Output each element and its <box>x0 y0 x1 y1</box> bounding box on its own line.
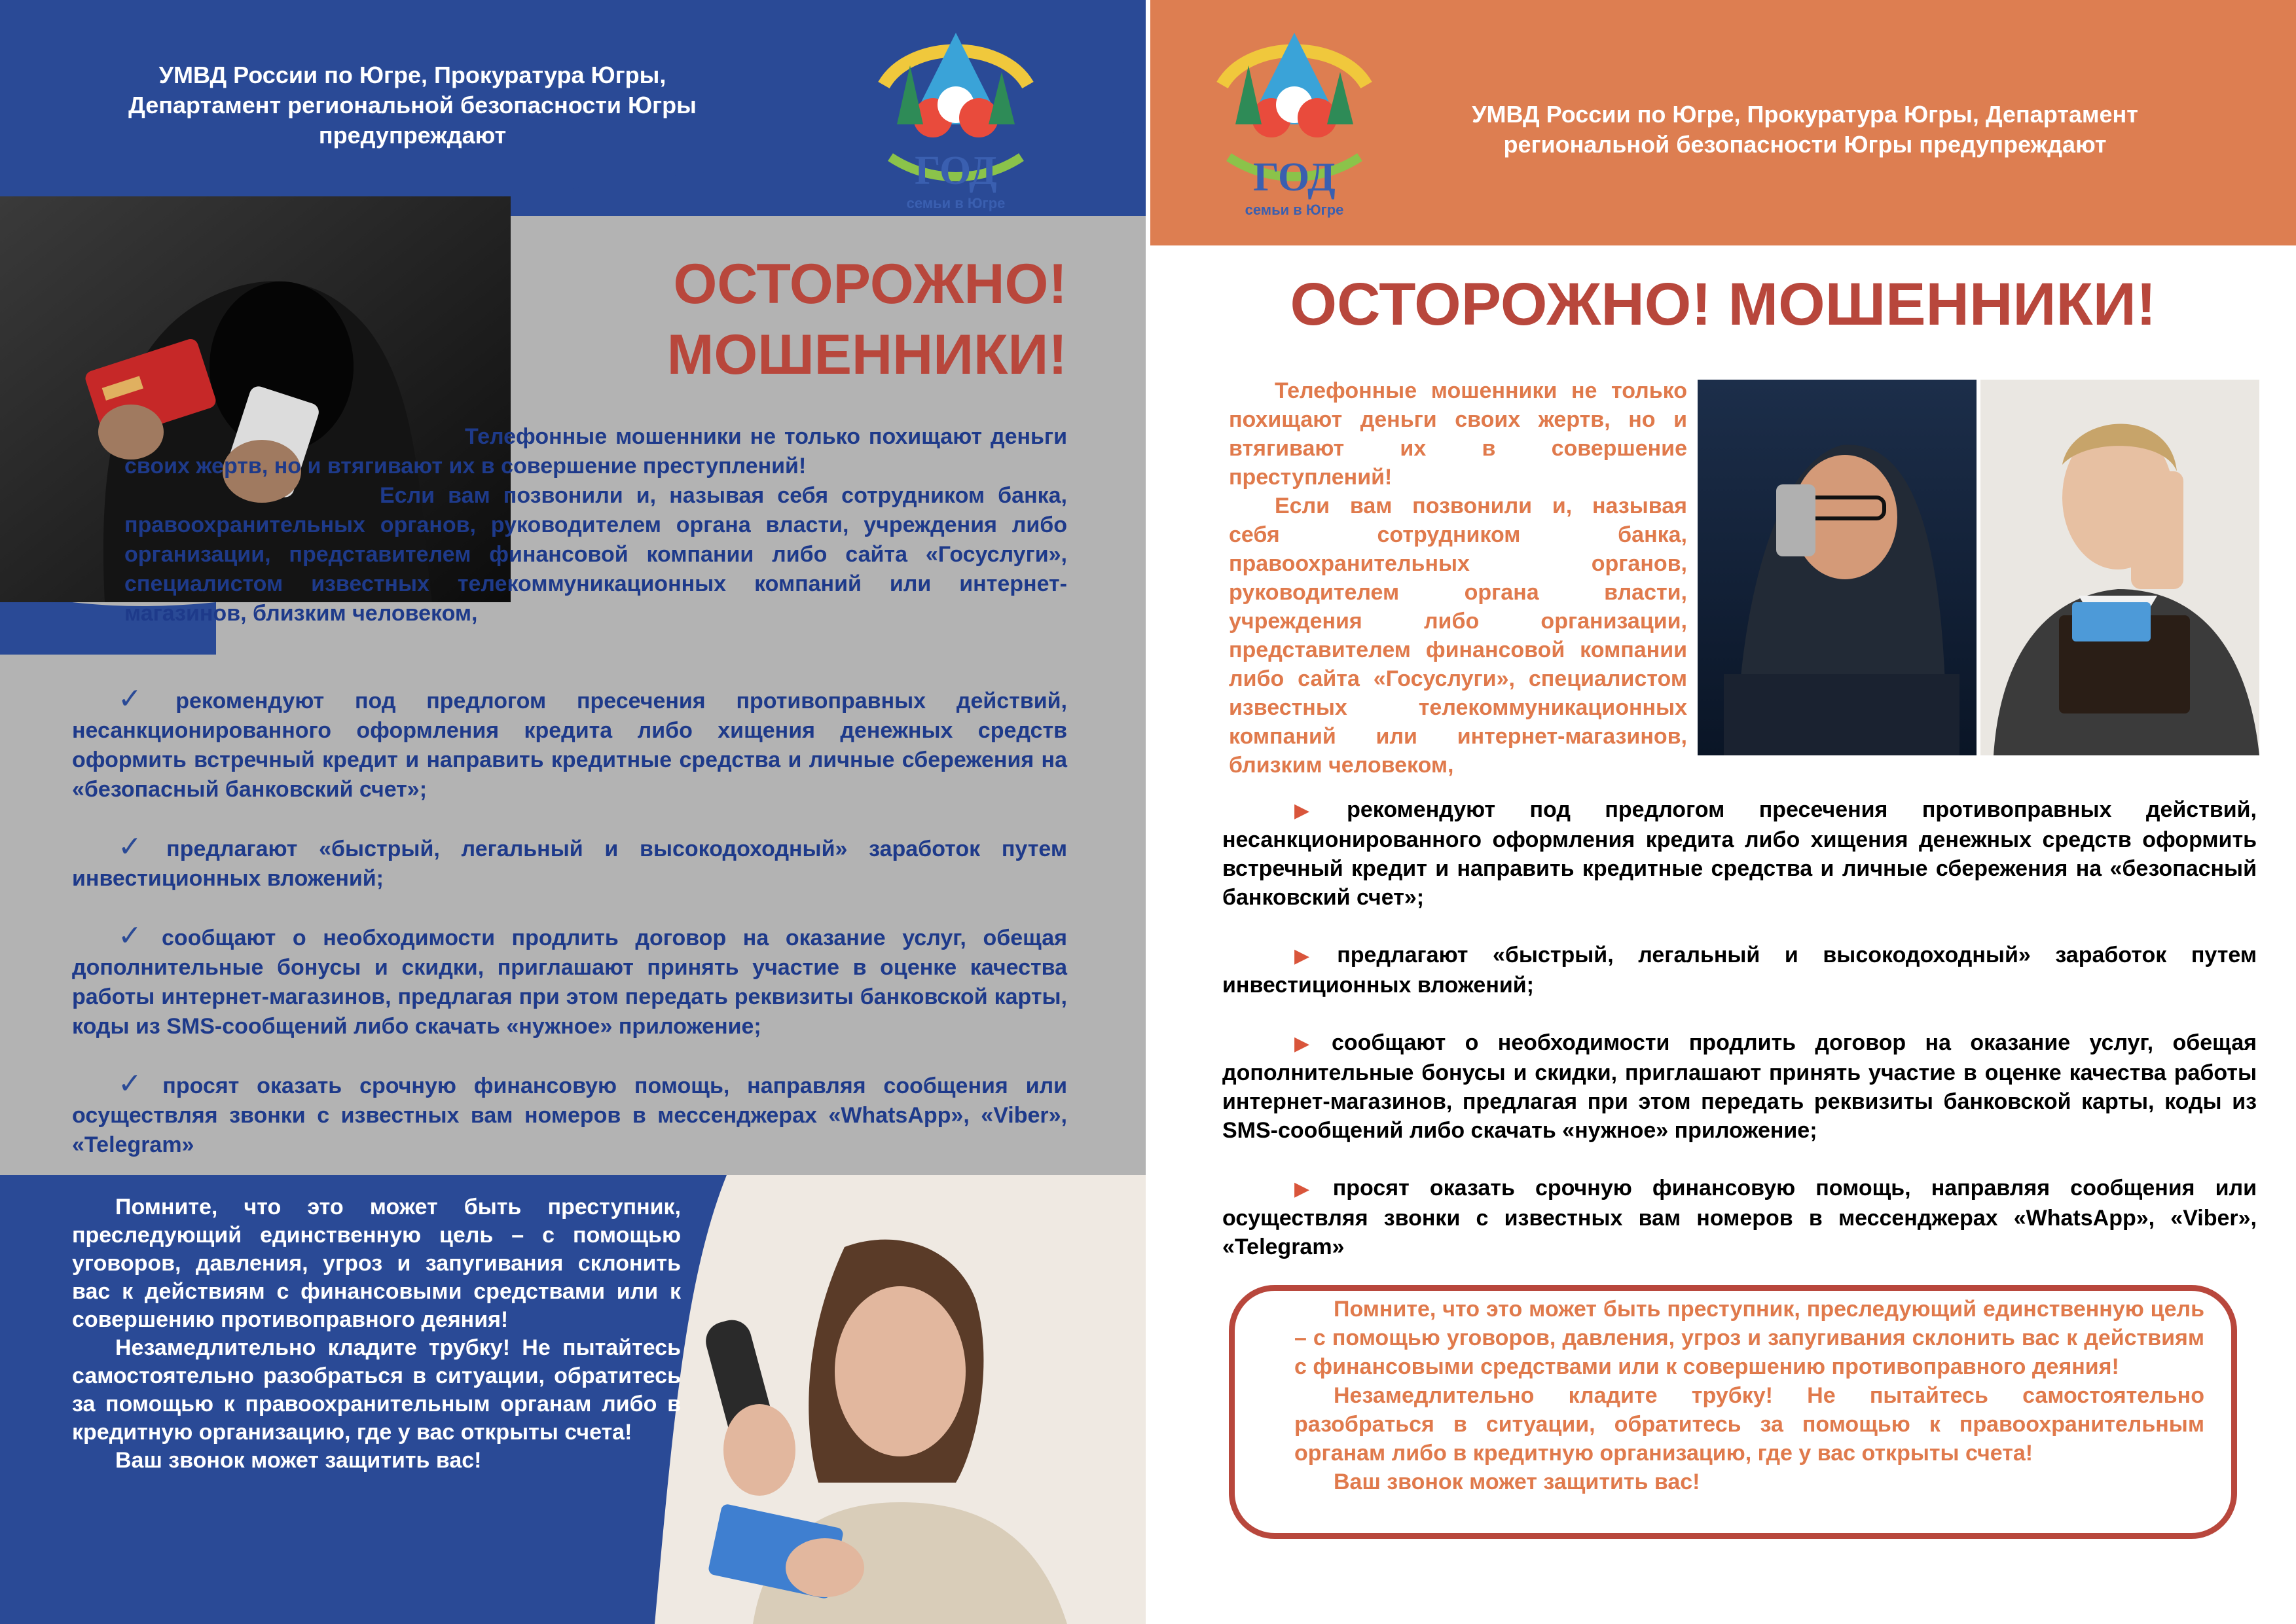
woman-phone-photo <box>648 1175 1146 1624</box>
list-item: ▶ предлагают «быстрый, легальный и высокодоходный» заработок путем инвестиционных вложений; <box>1222 943 2257 998</box>
right-flyer <box>1150 0 2296 1624</box>
list-item: ▶ рекомендуют под предлогом пресечения противоправных действий, несанкционированного оформления кредита либо хищения денежных средств оформить встречный кредит и направить кредитные средства и личные сбережения на «безопасный банковский счет»; <box>1222 797 2257 910</box>
year-of-family-logo <box>871 26 1041 216</box>
list-item: ▶ сообщают о необходимости продлить договор на оказание услуг, обещая дополнительные бонусы и скидки, приглашают принять участие в оценке качества работы интернет-магазинов, предлагая при этом передать реквизиты банковской карты, коды из SMS-сообщений либо скачать «нужное» приложение; <box>1222 1030 2257 1143</box>
logo-caption: семьи в Югре <box>1245 202 1344 218</box>
right-reminder-paragraph-1: Помните, что это может быть преступник, преследующий единственную цель – с помощью уговоров, давления, угроз и запугивания склонить вас к действиям с финансовыми средствами или к совершению противоправного деяния! <box>1294 1297 2204 1379</box>
logo-caption: семьи в Югре <box>906 195 1006 211</box>
checkmark-icon: ✓ <box>118 1068 154 1100</box>
checkmark-icon: ✓ <box>118 831 158 863</box>
checkmark-icon: ✓ <box>118 920 153 952</box>
bullet-triangle-icon: ▶ <box>1294 945 1328 967</box>
left-header-text: УМВД России по Югре, Прокуратура Югры, Департамент региональной безопасности Югры предупреждают <box>128 62 697 149</box>
right-intro-paragraph-1: Телефонные мошенники не только похищают деньги своих жертв, но и втягивают их в совершение преступлений! <box>1229 378 1687 490</box>
right-reminder-paragraph-2: Незамедлительно кладите трубку! Не пытайтесь самостоятельно разобраться в ситуации, обратитесь за помощью к правоохранительным органам либо в кредитную организацию, где у вас открыты счета! <box>1294 1383 2204 1466</box>
left-title-line1: ОСТОРОЖНО! <box>673 253 1067 316</box>
list-item: ✓ просят оказать срочную финансовую помощь, направляя сообщения или осуществляя звонки с известных вам номеров в мессенджерах «WhatsApp», «Viber», «Telegram» <box>72 1068 1067 1157</box>
list-item: ✓ сообщают о необходимости продлить договор на оказание услуг, обещая дополнительные бонусы и скидки, приглашают принять участие в оценке качества работы интернет-магазинов, предлагая при этом передать реквизиты банковской карты, коды из SMS-сообщений либо скачать «нужное» приложение; <box>72 920 1067 1039</box>
left-footer-paragraph-1: Помните, что это может быть преступник, преследующий единственную цель – с помощью уговоров, давления, угроз и запугивания склонить вас к действиям с финансовыми средствами или к совершению противоправного деяния! <box>72 1195 681 1332</box>
left-title <box>543 249 1067 390</box>
list-item: ▶ просят оказать срочную финансовую помощь, направляя сообщения или осуществляя звонки с известных вам номеров в мессенджерах «WhatsApp», «Viber», «Telegram» <box>1222 1176 2257 1259</box>
right-reminder-paragraph-3: Ваш звонок может защитить вас! <box>1334 1470 1700 1494</box>
year-of-family-logo <box>1209 26 1379 223</box>
right-reminder-text <box>1294 1295 2204 1496</box>
checkmark-icon: ✓ <box>118 683 167 715</box>
left-flyer <box>0 0 1146 1624</box>
logo-word: ГОД <box>1253 155 1336 200</box>
flyer-divider <box>1146 0 1150 1624</box>
list-item: ✓ предлагают «быстрый, легальный и высокодоходный» заработок путем инвестиционных вложений; <box>72 831 1067 891</box>
hacker-laptop-photo <box>1698 380 1977 755</box>
right-header-text: УМВД России по Югре, Прокуратура Югры, Департамент региональной безопасности Югры предупреждают <box>1472 101 2138 158</box>
left-intro <box>124 422 1067 628</box>
list-item: ✓ рекомендуют под предлогом пресечения противоправных действий, несанкционированного оформления кредита либо хищения денежных средств оформить встречный кредит и направить кредитные средства и личные сбережения на «безопасный банковский счет»; <box>72 683 1067 802</box>
right-intro <box>1229 376 1687 780</box>
left-title-line2: МОШЕННИКИ! <box>666 323 1067 386</box>
right-title: ОСТОРОЖНО! МОШЕННИКИ! <box>1290 271 2157 338</box>
left-warning-list <box>72 684 1067 1187</box>
left-footer-paragraph-2: Незамедлительно кладите трубку! Не пытайтесь самостоятельно разобраться в ситуации, обратитесь за помощью к правоохранительным органам либо в кредитную организацию, где у вас открыты счета! <box>72 1335 681 1445</box>
left-intro-paragraph-1: Телефонные мошенники не только похищают деньги своих жертв, но и втягивают их в совершение преступлений! <box>124 424 1067 478</box>
man-wallet-photo <box>1980 380 2259 755</box>
left-intro-paragraph-2: Если вам позвонили и, называя себя сотрудником банка, правоохранительных органов, руководителем органа власти, учреждения либо организации, представителем финансовой компании либо сайта «Госуслуги», специалистом известных телекоммуникационных компаний или интернет-магазинов, близким человеком, <box>124 483 1067 626</box>
bullet-triangle-icon: ▶ <box>1294 1178 1324 1200</box>
left-footer-paragraph-3: Ваш звонок может защитить вас! <box>115 1448 482 1473</box>
right-warning-list <box>1222 795 2257 1290</box>
right-intro-paragraph-2: Если вам позвонили и, называя себя сотрудником банка, правоохранительных органов, руководителем органа власти, учреждения либо организации, представителем финансовой компании либо сайта «Госуслуги», специалистом известных телекоммуникационных компаний или интернет-магазинов, близким человеком, <box>1229 494 1687 778</box>
left-footer-text <box>72 1193 681 1475</box>
logo-word: ГОД <box>915 149 997 193</box>
bullet-triangle-icon: ▶ <box>1294 1033 1322 1055</box>
bullet-triangle-icon: ▶ <box>1294 800 1338 821</box>
